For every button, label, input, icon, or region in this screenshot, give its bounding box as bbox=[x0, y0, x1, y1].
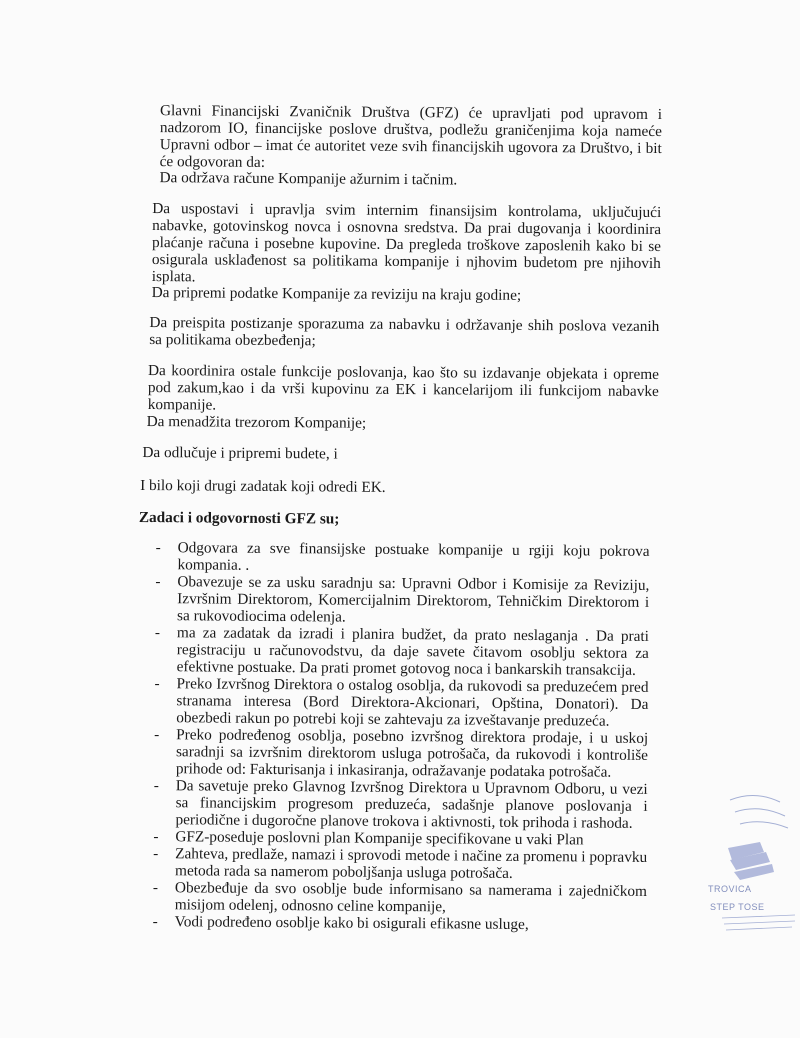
list-dash: - bbox=[154, 726, 160, 744]
responsibility-item: I bilo koji drugi zadatak koji odredi EK. bbox=[140, 476, 386, 496]
list-item bbox=[147, 913, 647, 934]
duty-text: Vodi podređeno osoblje kako bi osigurali efikasne usluge, bbox=[174, 913, 529, 934]
responsibility-item: Da menadžita trezorom Kompanije; bbox=[146, 413, 367, 432]
list-dash: - bbox=[153, 845, 159, 863]
duty-text: Odgovara za sve finansijske postuake kompanije u rgiji koju pokrova kompania. . bbox=[177, 539, 650, 574]
responsibility-item: Da pripremi podatke Kompanije za reviziju na kraju godine; bbox=[151, 284, 522, 304]
duty-text: Zahteva, predlaže, namazi i sprovodi metode i načine za promenu i popravku metoda rada sa namerom poboljšanja usluga potrošača. bbox=[175, 845, 648, 882]
list-item bbox=[147, 845, 647, 883]
list-dash: - bbox=[155, 573, 161, 591]
stamp-graphic-icon bbox=[700, 790, 800, 940]
intro-paragraph: Glavni Financijski Zvaničnik Društva (GFZ) će upravljati pod upravom i nadzorom IO, financijske poslove društva, podležu graničenjima koja nameće Upravni odbor – imat će autoritet veze svih financijskih ugovora za Društvo, i bit će odgovoran da: bbox=[159, 102, 663, 171]
list-dash: - bbox=[152, 913, 158, 931]
list-dash: - bbox=[153, 777, 159, 795]
responsibility-item: Da koordinira ostale funkcije poslovanja, kao što su izdavanje objekata i opreme pod zakum,kao i da vrši kupovinu za EK i kancelarijom ili funkcijom nabavke kompanije. bbox=[147, 362, 660, 414]
list-item bbox=[148, 675, 648, 730]
duty-text: Obavezuje se za usku saradnju sa: Upravni Odbor i Komisije za Reviziju, Izvršnim Direktorom, Komercijalnim Direktorom, Tehničkim Direktorom i sa rukovodiocima odelenja. bbox=[177, 573, 650, 626]
duty-text: Da savetuje preko Glavnog Izvršnog Direktora u Upravnom Odboru, u vezi sa financijskim progresom preduzeća, sadašnje planove poslovanja i periodične i dugoročne planove trokova i aktivnosti, tok prihoda i rashoda. bbox=[175, 777, 648, 832]
duty-text: Obezbeđuje da svo osoblje bude informisano sa namerama i zajedničkom misijom odelenj, odnosno celine kompanije, bbox=[174, 879, 647, 916]
list-item bbox=[148, 726, 648, 781]
duty-text: ma za zadatak da izradi i planira budžet, da prato neslaganja . Da prati registraciju u računovodstvu, da daje savete čitavom osoblju sektora za efektivne postuake. Da prati promet gotovog noca i bankarskih transakcija. bbox=[176, 624, 650, 679]
list-dash: - bbox=[154, 624, 161, 642]
duty-text: Preko podređenog osoblja, posebno izvršnog direktora prodaje, i u uskoj saradnji sa izvršnim direktorom usluga potrošača, da rukovodi i kontroliše prihode od: Fakturisanja i inkasiranja, odražavanje podataka potrošača. bbox=[175, 726, 649, 781]
list-item bbox=[147, 777, 647, 832]
list-dash: - bbox=[154, 675, 160, 693]
list-item bbox=[149, 624, 649, 679]
list-item bbox=[149, 539, 649, 577]
responsibility-item: Da odlučuje i pripremi budete, i bbox=[142, 443, 338, 463]
duty-text: Preko Izvršnog Direktora o ostalog osoblja, da rukovodi sa preduzećem pred stranama interesa (Bord Direktora-Akcionari, Opština, Donatori). Da obezbedi rakun po potrebi koji se zahtevaju za izveštavanje preduzeća. bbox=[176, 675, 649, 730]
stamp-text: TROVICA bbox=[708, 884, 752, 894]
official-stamp bbox=[700, 790, 800, 940]
duties-list bbox=[147, 539, 650, 934]
list-item bbox=[147, 879, 647, 917]
responsibility-item: Da preispita postizanje sporazuma za nabavku i održavanje shih poslova vezanih sa politikama obezbeđenja; bbox=[149, 314, 660, 350]
list-dash: - bbox=[152, 879, 159, 897]
stamp-text: STEP TOSE bbox=[710, 902, 765, 912]
list-item bbox=[149, 573, 649, 628]
duty-text: GFZ-poseduje poslovni plan Kompanije specifikovane u vaki Plan bbox=[175, 828, 584, 849]
duties-heading: Zadaci i odgovornosti GFZ su; bbox=[138, 508, 340, 528]
responsibility-item: Da uspostavi i upravlja svim internim finansijsim kontrolama, uključujući nabavke, gotovinskog novca i osnovna sredstva. Da prai dugovanja i koordinira plaćanje računa i posebne kupovine. Da pregleda troškove zaposlenih kako bi se osigurala usklađenost sa politikama kompanije i njhovim budetom pre njihovih isplata. bbox=[151, 200, 662, 286]
list-dash: - bbox=[153, 828, 159, 846]
list-dash: - bbox=[155, 539, 161, 557]
responsibility-item: Da održava račune Kompanije ažurnim i tačnim. bbox=[159, 169, 458, 189]
